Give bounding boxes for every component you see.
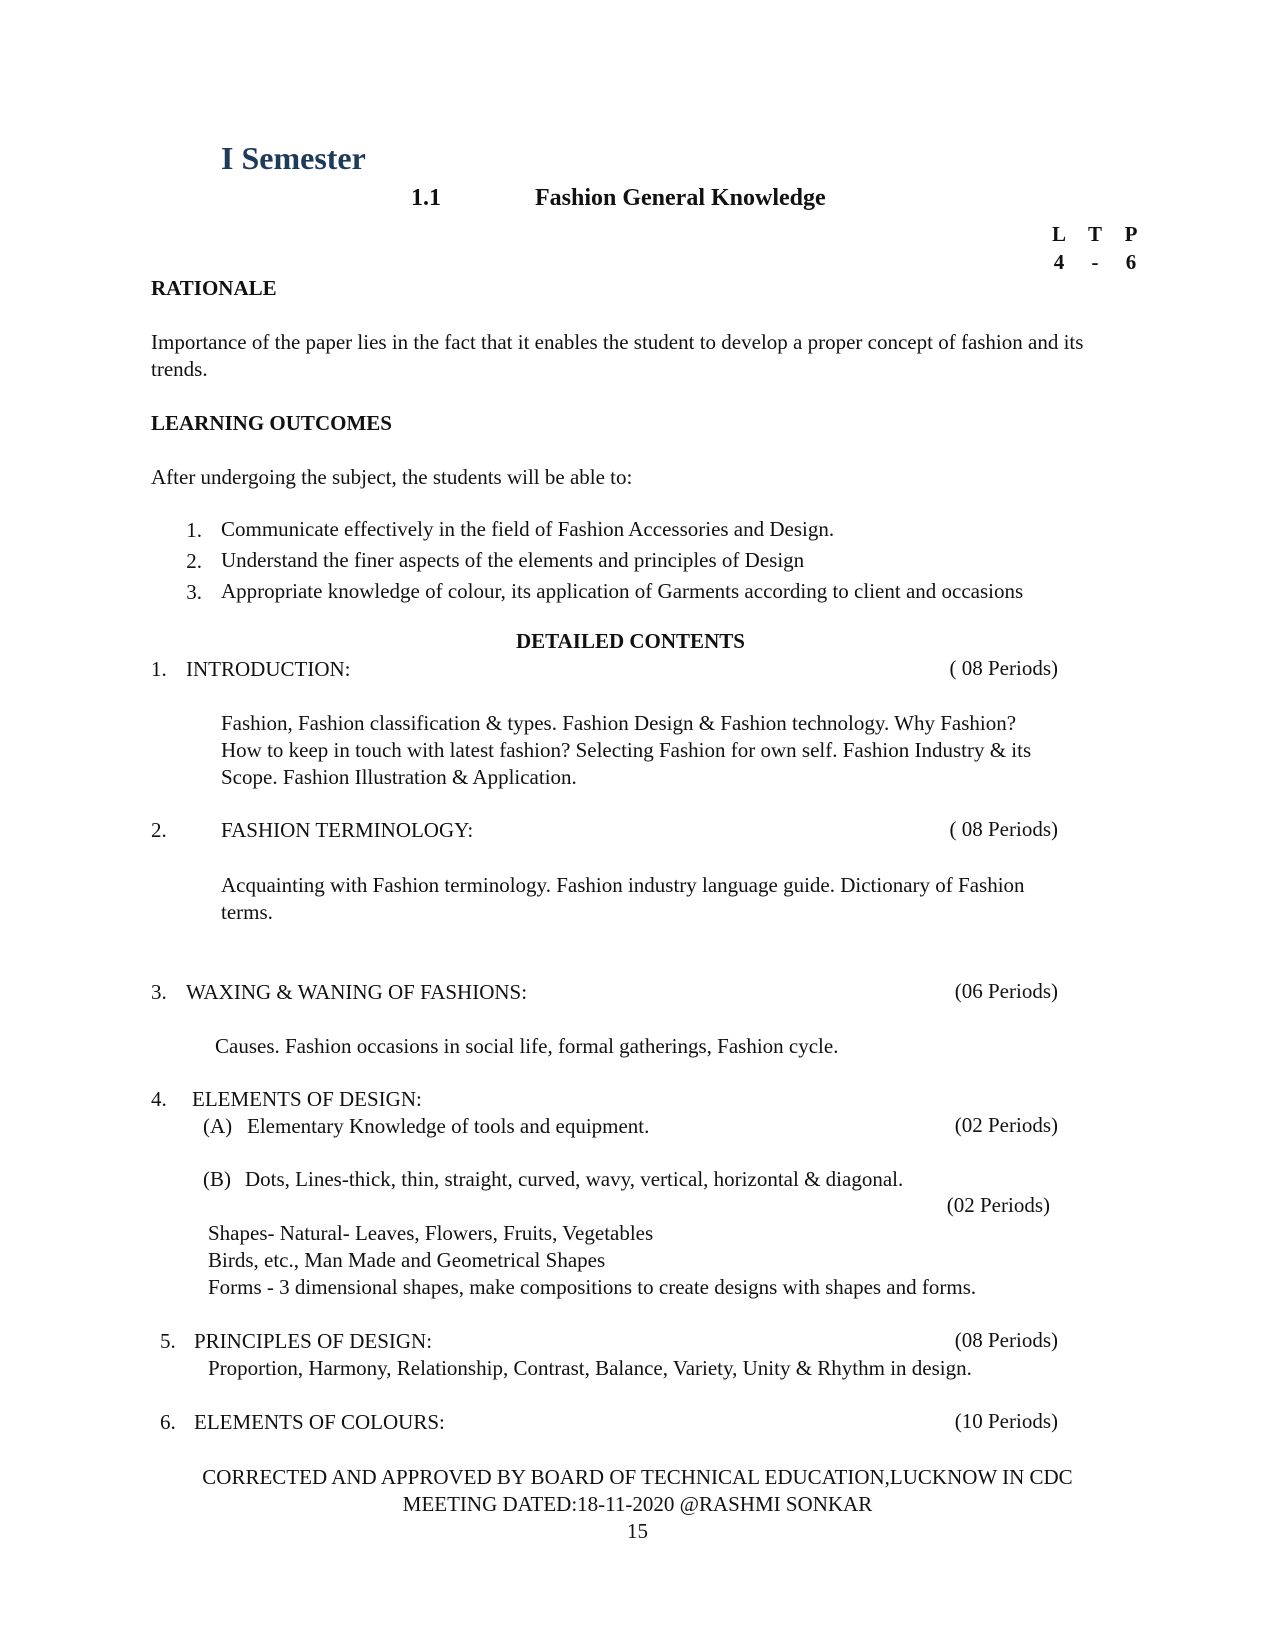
section-number: 6. [160, 1410, 176, 1434]
section-number: 5. [160, 1329, 176, 1353]
course-number: 1.1 [411, 185, 441, 211]
footer-meeting-line: MEETING DATED:18-11-2020 @RASHMI SONKAR [402, 1492, 873, 1516]
ltp-value-p: 6 [1125, 250, 1137, 274]
section-title: FASHION TERMINOLOGY: [221, 818, 474, 842]
section-title: ELEMENTS OF COLOURS: [194, 1410, 445, 1434]
section-text-line: Forms - 3 dimensional shapes, make compositions to create designs with shapes and forms. [208, 1275, 977, 1299]
ltp-label-t: T [1087, 222, 1102, 246]
section-periods: (08 Periods) [954, 1328, 1058, 1352]
ltp-label-l: L [1051, 222, 1066, 246]
course-title: Fashion General Knowledge [535, 185, 826, 211]
section-number: 2. [151, 818, 167, 842]
ltp-value-l: 4 [1053, 250, 1065, 274]
section-title: ELEMENTS OF DESIGN: [192, 1087, 422, 1111]
section-periods: (02 Periods) [954, 1113, 1058, 1137]
subsection-text: Elementary Knowledge of tools and equipment. [247, 1114, 650, 1138]
footer-approval-line: CORRECTED AND APPROVED BY BOARD OF TECHNICAL EDUCATION,LUCKNOW IN CDC [202, 1465, 1073, 1489]
section-title: PRINCIPLES OF DESIGN: [194, 1329, 433, 1353]
section-text-line: How to keep in touch with latest fashion? Selecting Fashion for own self. Fashion Industry & its [221, 738, 1032, 762]
section-title: INTRODUCTION: [186, 657, 351, 681]
section-text-line: Acquainting with Fashion terminology. Fashion industry language guide. Dictionary of Fashion [221, 873, 1025, 897]
outcome-number: 2. [186, 549, 202, 573]
detailed-contents-heading: DETAILED CONTENTS [516, 629, 745, 653]
section-text-line: Fashion, Fashion classification & types. Fashion Design & Fashion technology. Why Fashion? [221, 711, 1017, 735]
section-periods: (10 Periods) [954, 1409, 1058, 1433]
subsection-text: Dots, Lines-thick, thin, straight, curved, wavy, vertical, horizontal & diagonal. [245, 1167, 904, 1191]
section-title: WAXING & WANING OF FASHIONS: [186, 980, 528, 1004]
section-text-line: Scope. Fashion Illustration & Application. [221, 765, 577, 789]
section-text-line: Shapes- Natural- Leaves, Flowers, Fruits, Vegetables [208, 1221, 654, 1245]
rationale-heading: RATIONALE [151, 276, 277, 300]
outcome-item: Understand the finer aspects of the elements and principles of Design [221, 548, 805, 572]
outcome-number: 1. [186, 518, 202, 542]
learning-outcomes-heading: LEARNING OUTCOMES [151, 411, 392, 435]
ltp-value-t: - [1091, 250, 1099, 274]
section-text-line: Birds, etc., Man Made and Geometrical Shapes [208, 1248, 606, 1272]
rationale-text: Importance of the paper lies in the fact that it enables the student to develop a proper concept of fashion and its trends. [151, 330, 1084, 381]
page-number: 15 [627, 1519, 648, 1543]
section-number: 4. [151, 1087, 167, 1111]
ltp-label-p: P [1124, 222, 1138, 246]
section-periods: ( 08 Periods) [949, 656, 1058, 680]
outcome-item: Communicate effectively in the field of Fashion Accessories and Design. [221, 517, 835, 541]
section-text: Causes. Fashion occasions in social life, formal gatherings, Fashion cycle. [215, 1034, 839, 1058]
semester-heading: I Semester [221, 140, 366, 176]
section-number: 1. [151, 657, 167, 681]
subsection-label: (B) [203, 1167, 231, 1191]
section-periods: (06 Periods) [954, 979, 1058, 1003]
outcomes-intro: After undergoing the subject, the students will be able to: [151, 465, 633, 489]
subsection-label: (A) [203, 1114, 233, 1138]
outcome-number: 3. [186, 580, 202, 604]
section-text: Proportion, Harmony, Relationship, Contrast, Balance, Variety, Unity & Rhythm in design. [208, 1356, 972, 1380]
section-periods: (02 Periods) [946, 1193, 1050, 1217]
section-text-line: terms. [221, 900, 273, 924]
section-periods: ( 08 Periods) [949, 817, 1058, 841]
section-number: 3. [151, 980, 167, 1004]
outcome-item: Appropriate knowledge of colour, its application of Garments according to client and occasions [221, 579, 1024, 603]
